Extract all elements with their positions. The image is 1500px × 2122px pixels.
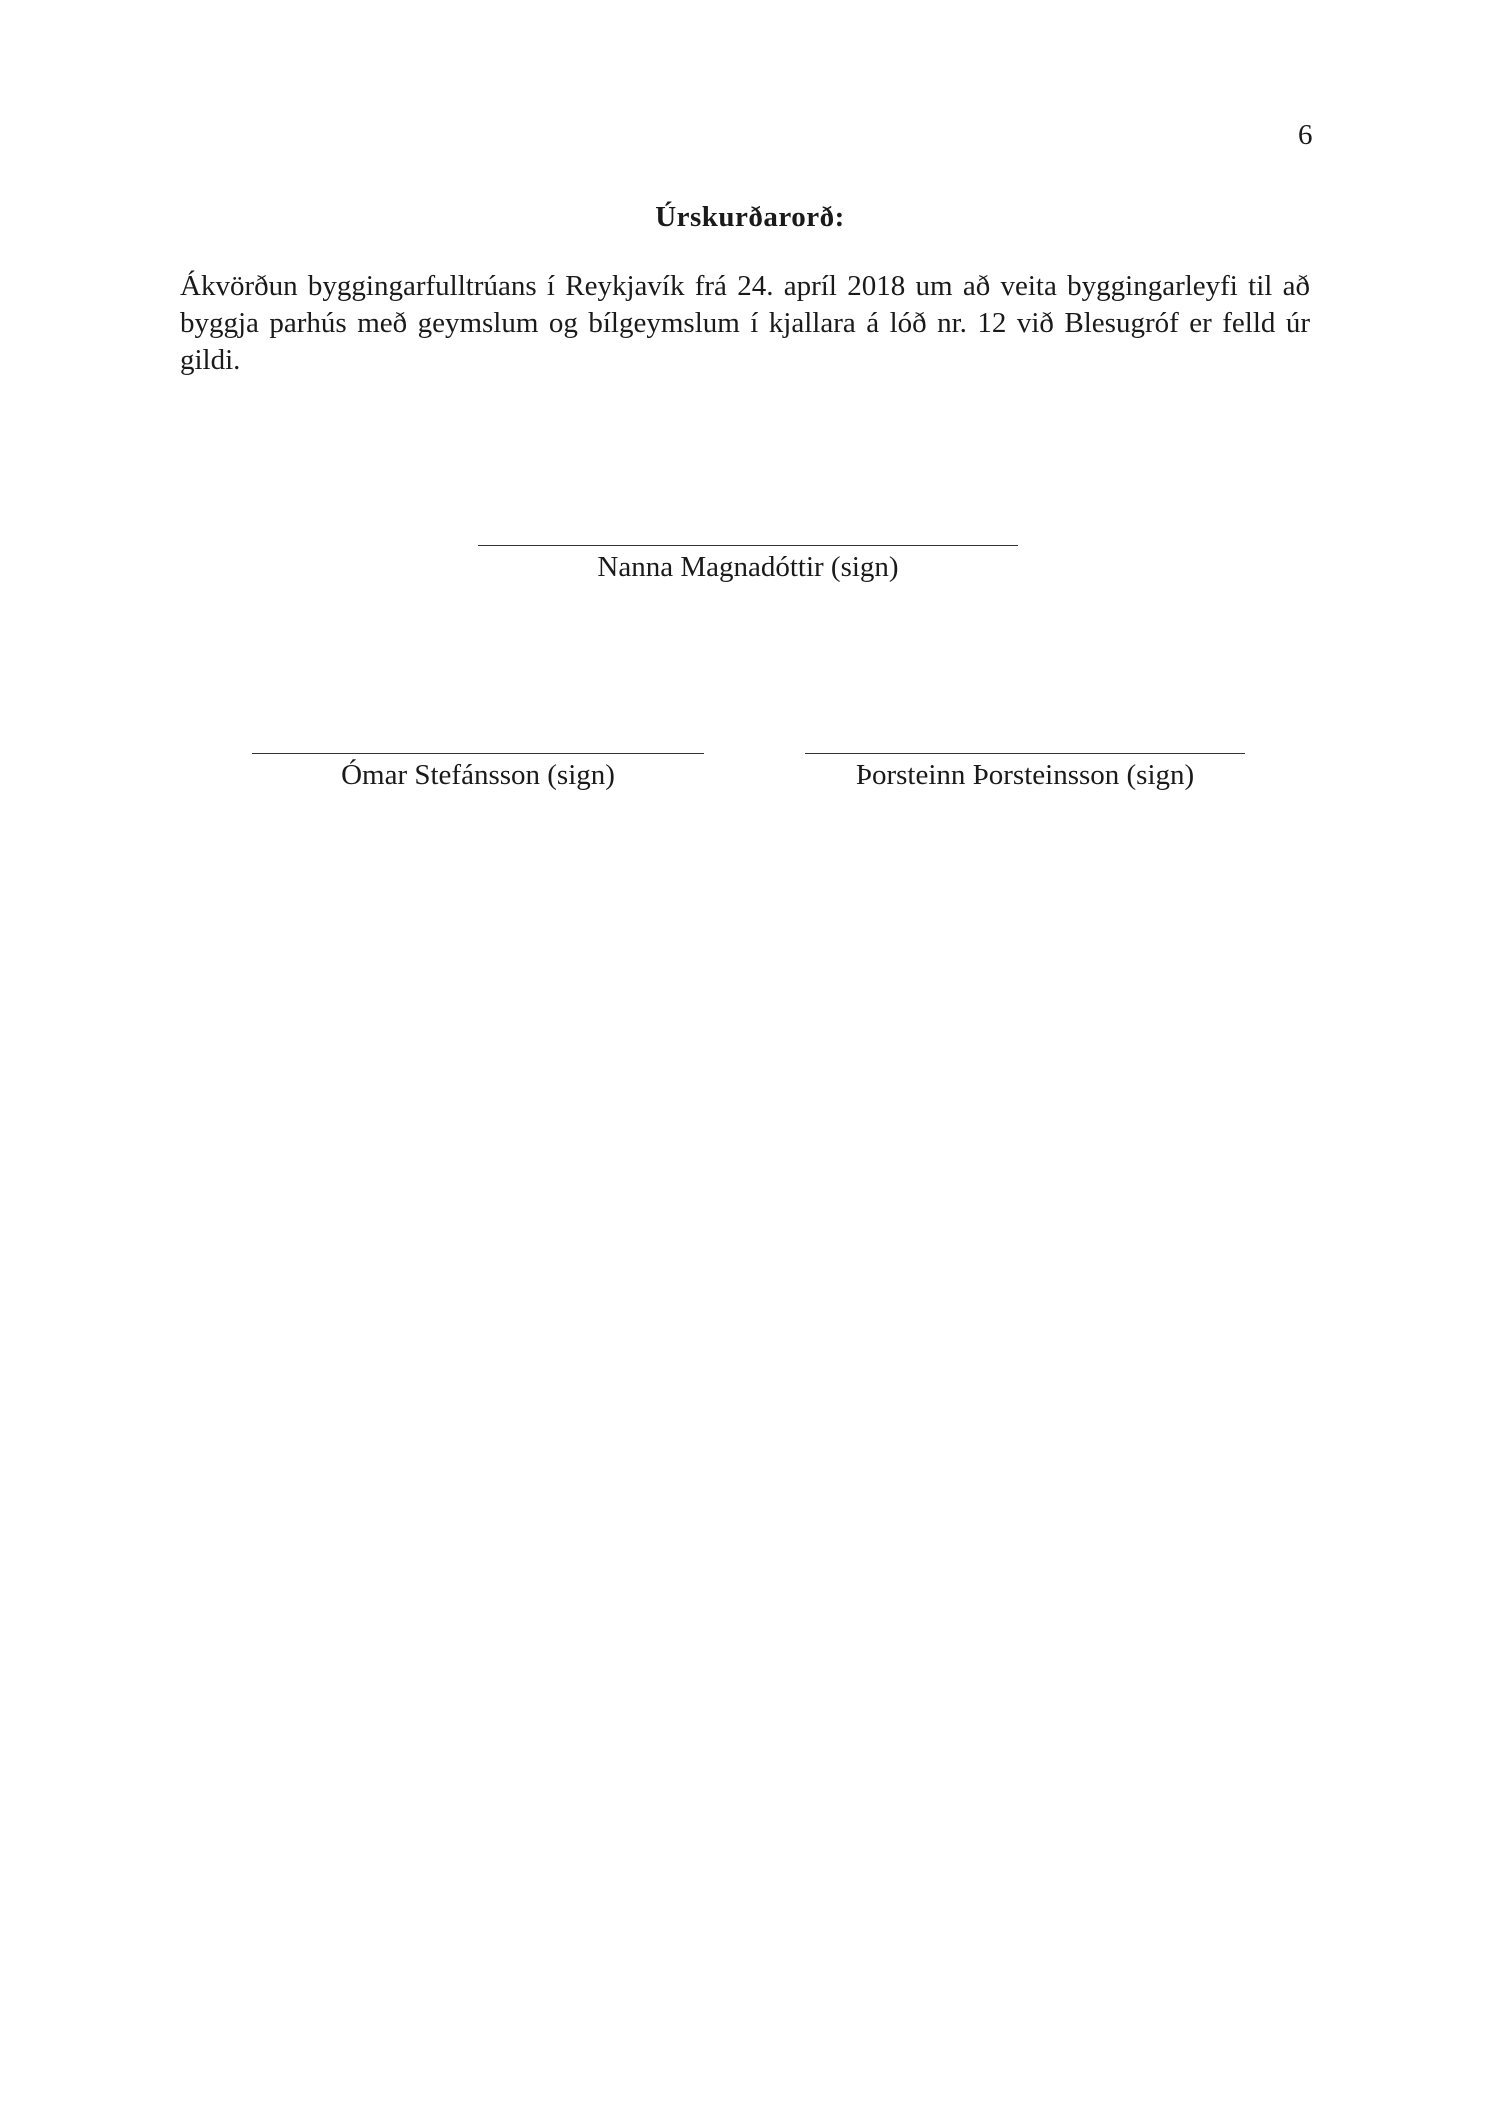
- signature-line: [252, 753, 704, 754]
- signature-block-right: [805, 753, 1245, 792]
- signature-line: [805, 753, 1245, 754]
- ruling-heading: Úrskurðarorð:: [655, 201, 845, 233]
- signature-name: Nanna Magnadóttir (sign): [597, 551, 899, 583]
- signature-block-left: [252, 753, 704, 792]
- ruling-text: Ákvörðun byggingarfulltrúans í Reykjavík frá 24. apríl 2018 um að veita byggingarleyfi til að byggja parhús með geymslum og bílgeymslum í kjallara á lóð nr. 12 við Blesugróf er felld úr gildi.: [180, 270, 1310, 376]
- signature-block-main: [478, 545, 1018, 584]
- page-number: 6: [1298, 119, 1313, 151]
- signature-name: Þorsteinn Þorsteinsson (sign): [855, 759, 1195, 791]
- signature-name: Ómar Stefánsson (sign): [341, 759, 615, 791]
- signature-line: [478, 545, 1018, 546]
